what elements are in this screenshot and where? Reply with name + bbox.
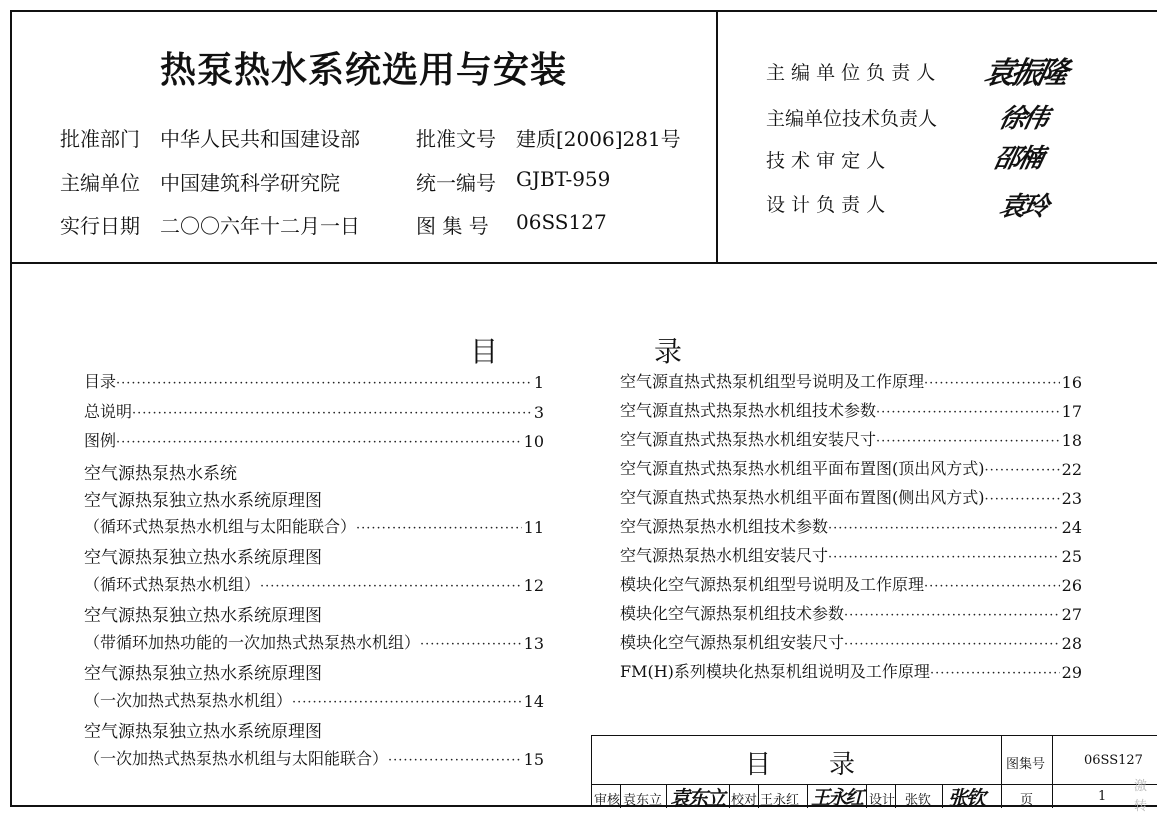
- title-block-divider: [758, 784, 759, 808]
- title-block-divider: [729, 784, 730, 808]
- toc-item[interactable]: [84, 400, 544, 422]
- signature-image: 邵楠: [991, 144, 1044, 174]
- atlas-no-label: 图 集 号: [416, 214, 489, 238]
- title-block-divider: [620, 784, 621, 808]
- checker-name: 王永红: [760, 793, 800, 808]
- toc-item-page: 29: [1061, 663, 1082, 682]
- toc-item-text: 空气源热泵独立热水系统原理图: [84, 722, 322, 742]
- toc-item-page: 27: [1061, 605, 1082, 624]
- title-block-divider: [866, 784, 867, 808]
- unified-no: GJBT-959: [516, 167, 611, 191]
- toc-item-page: 12: [523, 576, 544, 595]
- title-block: [591, 735, 1157, 810]
- toc-item-page: 15: [523, 750, 544, 769]
- toc-heading-right: 录: [654, 335, 683, 368]
- title-block-divider: [942, 784, 943, 808]
- page-label: 页: [1020, 793, 1034, 808]
- responsible-row: [766, 104, 937, 131]
- toc-item-text: 空气源热泵热水机组技术参数: [620, 517, 829, 536]
- toc-item[interactable]: [620, 370, 1082, 392]
- toc-item-text: 总说明: [84, 402, 133, 421]
- toc-item-page: 13: [523, 634, 544, 653]
- toc-item[interactable]: [84, 429, 544, 451]
- toc-item[interactable]: [84, 631, 544, 653]
- toc-item[interactable]: [84, 515, 544, 537]
- toc-item-text: （一次加热式热泵热水机组与太阳能联合）: [84, 749, 389, 768]
- toc-item-text: 模块化空气源热泵机组技术参数: [620, 604, 845, 623]
- title-block-divider: [666, 784, 667, 808]
- review-label: 审核: [594, 793, 621, 808]
- toc-item-text: 空气源热泵独立热水系统原理图: [84, 491, 322, 511]
- header-divider: [10, 262, 1157, 264]
- toc-item[interactable]: [620, 660, 1082, 682]
- toc-item[interactable]: [620, 602, 1082, 624]
- toc-item-text: 模块化空气源热泵机组安装尺寸: [620, 633, 845, 652]
- signature-image: 袁振隆: [980, 56, 1069, 91]
- title-block-divider: [807, 784, 808, 808]
- editor-unit-label: 主编单位: [60, 171, 140, 195]
- toc-item-page: 25: [1061, 547, 1082, 566]
- effective-date: 二〇〇六年十二月一日: [160, 214, 360, 238]
- toc-heading-left: 目: [470, 335, 499, 368]
- title-block-divider: [1001, 736, 1002, 808]
- toc-item-text: 图例: [84, 431, 117, 450]
- effective-date-label: 实行日期: [60, 214, 140, 238]
- toc-item-text: 空气源直热式热泵机组型号说明及工作原理: [620, 372, 925, 391]
- toc-item-text: （循环式热泵热水机组）: [84, 575, 261, 594]
- toc-item[interactable]: [84, 689, 544, 711]
- watermark-text: 转: [1134, 799, 1148, 814]
- title-block-divider: [895, 784, 896, 808]
- toc-item[interactable]: [620, 573, 1082, 595]
- check-label: 校对: [731, 793, 758, 808]
- toc-item-text: 空气源直热式热泵热水机组平面布置图(顶出风方式): [620, 459, 985, 478]
- toc-item[interactable]: [620, 486, 1082, 508]
- approval-dept-label: 批准部门: [60, 127, 140, 151]
- toc-item-text: 空气源热泵独立热水系统原理图: [84, 548, 322, 568]
- toc-item-text: 空气源热泵热水机组安装尺寸: [620, 546, 829, 565]
- approval-doc-label: 批准文号: [416, 127, 496, 151]
- responsible-role: 设 计 负 责 人: [766, 194, 886, 216]
- toc-item-text: 空气源直热式热泵热水机组平面布置图(侧出风方式): [620, 488, 985, 507]
- editor-unit: 中国建筑科学研究院: [160, 171, 340, 195]
- toc-item-page: 18: [1061, 431, 1082, 450]
- page-title: 热泵热水系统选用与安装: [160, 50, 568, 91]
- toc-item[interactable]: [84, 573, 544, 595]
- watermark-text: 激: [1134, 779, 1148, 794]
- toc-item[interactable]: [620, 631, 1082, 653]
- page-number: 1: [1098, 789, 1107, 804]
- responsible-row: [766, 58, 935, 85]
- reviewer-name: 袁东立: [623, 793, 663, 808]
- title-block-title-left: 目: [745, 750, 772, 780]
- toc-item-text: 空气源直热式热泵热水机组技术参数: [620, 401, 877, 420]
- toc-item-page: 23: [1061, 489, 1082, 508]
- responsible-row: [766, 146, 885, 173]
- signature-image: 张钦: [948, 786, 984, 810]
- toc-item-page: 14: [523, 692, 544, 711]
- toc-item-page: 26: [1061, 576, 1082, 595]
- toc-item-page: 28: [1061, 634, 1082, 653]
- toc-item[interactable]: [620, 399, 1082, 421]
- responsible-role: 技 术 审 定 人: [766, 150, 886, 172]
- header-vertical-divider: [716, 10, 718, 262]
- toc-item-page: 22: [1061, 460, 1082, 479]
- toc-item-text: FM(H)系列模块化热泵机组说明及工作原理: [620, 662, 930, 681]
- toc-item-page: 16: [1061, 373, 1082, 392]
- toc-item-text: （一次加热式热泵热水机组）: [84, 691, 293, 710]
- toc-item-page: 17: [1061, 402, 1082, 421]
- title-block-divider: [1052, 736, 1053, 808]
- design-label: 设计: [869, 793, 896, 808]
- title-block-title-right: 录: [829, 750, 856, 780]
- signature-image: 徐伟: [996, 104, 1049, 134]
- toc-item-page: 24: [1061, 518, 1082, 537]
- designer-name: 张钦: [905, 793, 932, 808]
- toc-item[interactable]: [620, 515, 1082, 537]
- toc-item-text: 空气源直热式热泵热水机组安装尺寸: [620, 430, 877, 449]
- atlas-value: 06SS127: [1084, 753, 1143, 768]
- atlas-label: 图集号: [1006, 757, 1046, 772]
- responsible-row: [766, 190, 885, 217]
- toc-item-text: 模块化空气源热泵机组型号说明及工作原理: [620, 575, 925, 594]
- toc-item-page: 10: [523, 432, 544, 451]
- toc-item-page: 11: [523, 518, 544, 537]
- responsible-role: 主 编 单 位 负 责 人: [766, 62, 936, 84]
- toc-item-text: 空气源热泵独立热水系统原理图: [84, 664, 322, 684]
- signature-image: 袁东立: [670, 786, 724, 810]
- toc-item[interactable]: [84, 747, 544, 769]
- responsible-role: 主编单位技术负责人: [766, 108, 938, 130]
- toc-item-page: 1: [533, 373, 544, 392]
- signature-image: 王永红: [811, 787, 863, 809]
- approval-dept: 中华人民共和国建设部: [160, 127, 360, 151]
- toc-item-text: （带循环加热功能的一次加热式热泵热水机组）: [84, 633, 421, 652]
- toc-item[interactable]: [84, 370, 544, 392]
- toc-item-text: 空气源热泵独立热水系统原理图: [84, 606, 322, 626]
- signature-image: 袁玲: [996, 192, 1049, 222]
- toc-item-text: （循环式热泵热水机组与太阳能联合）: [84, 517, 357, 536]
- toc-item-text: 目录: [84, 372, 117, 391]
- toc-section-heading: 空气源热泵热水系统: [84, 464, 237, 484]
- toc-item[interactable]: [620, 544, 1082, 566]
- toc-item-page: 3: [533, 403, 544, 422]
- unified-no-label: 统一编号: [416, 171, 496, 195]
- atlas-no: 06SS127: [516, 210, 607, 234]
- toc-item[interactable]: [620, 457, 1082, 479]
- toc-item[interactable]: [620, 428, 1082, 450]
- approval-doc: 建质[2006]281号: [516, 127, 681, 151]
